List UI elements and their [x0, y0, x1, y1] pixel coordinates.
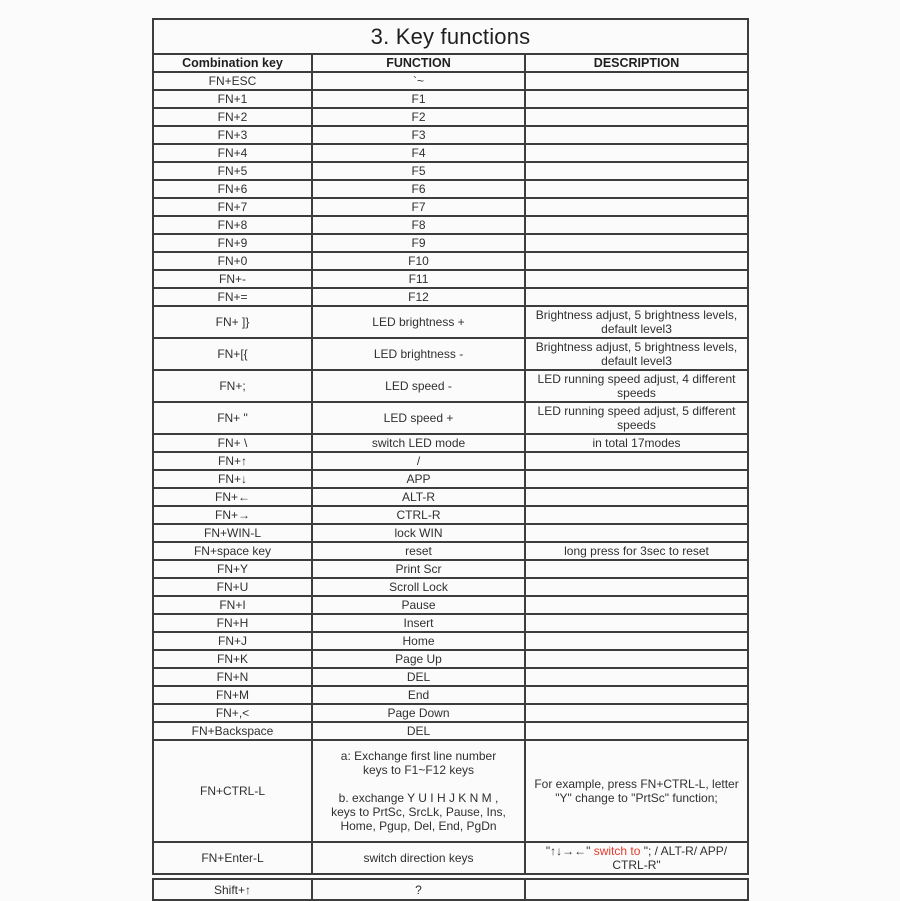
combination-key-cell: FN+Enter-L	[153, 842, 312, 874]
function-cell: F4	[312, 144, 525, 162]
function-cell: Home	[312, 632, 525, 650]
description-cell	[525, 488, 748, 506]
description-cell	[525, 126, 748, 144]
description-cell	[525, 452, 748, 470]
combination-key-cell: FN+U	[153, 578, 312, 596]
function-cell: Print Scr	[312, 560, 525, 578]
function-cell: F2	[312, 108, 525, 126]
combination-key-cell: FN+N	[153, 668, 312, 686]
function-cell: /	[312, 452, 525, 470]
function-cell: Scroll Lock	[312, 578, 525, 596]
combination-key-cell: FN+WIN-L	[153, 524, 312, 542]
description-cell: Brightness adjust, 5 brightness levels, default level3	[525, 338, 748, 370]
table-row	[153, 704, 748, 722]
description-cell: long press for 3sec to reset	[525, 542, 748, 560]
manual-page	[152, 18, 747, 901]
function-cell: a: Exchange first line number keys to F1~F12 keys b. exchange Y U I H J K N M , keys to PrtSc, SrcLk, Pause, Ins, Home, Pgup, Del, End, PgDn	[312, 740, 525, 842]
description-cell	[525, 722, 748, 740]
description-cell	[525, 650, 748, 668]
table-row	[153, 740, 748, 842]
combination-key-cell: FN+K	[153, 650, 312, 668]
combination-key-cell: FN+Y	[153, 560, 312, 578]
table-row	[153, 686, 748, 704]
combination-key-cell: FN+I	[153, 596, 312, 614]
description-cell	[525, 108, 748, 126]
description-cell	[525, 506, 748, 524]
combination-key-cell: FN+,<	[153, 704, 312, 722]
function-cell: F5	[312, 162, 525, 180]
key-functions-table	[152, 18, 749, 875]
description-cell	[525, 198, 748, 216]
table-row	[153, 596, 748, 614]
function-cell: F7	[312, 198, 525, 216]
combination-key-cell: FN+6	[153, 180, 312, 198]
table-row	[153, 879, 748, 900]
description-cell	[525, 686, 748, 704]
table-row	[153, 126, 748, 144]
table-row	[153, 560, 748, 578]
function-cell: switch direction keys	[312, 842, 525, 874]
combination-key-cell: FN+0	[153, 252, 312, 270]
column-header-function: FUNCTION	[312, 54, 525, 72]
table-row	[153, 668, 748, 686]
description-cell	[525, 879, 748, 900]
function-cell: switch LED mode	[312, 434, 525, 452]
description-cell	[525, 470, 748, 488]
description-cell	[525, 270, 748, 288]
function-cell: APP	[312, 470, 525, 488]
description-text: "; / ALT-R/ APP/ CTRL-R"	[612, 844, 728, 872]
description-cell	[525, 90, 748, 108]
description-cell	[525, 144, 748, 162]
description-cell	[525, 180, 748, 198]
combination-key-cell: FN+1	[153, 90, 312, 108]
combination-key-cell: FN+H	[153, 614, 312, 632]
table-row	[153, 650, 748, 668]
combination-key-cell: FN+4	[153, 144, 312, 162]
description-cell	[525, 668, 748, 686]
description-cell	[525, 578, 748, 596]
table-row	[153, 614, 748, 632]
table-row	[153, 252, 748, 270]
table-row	[153, 234, 748, 252]
table-row	[153, 180, 748, 198]
description-cell	[525, 560, 748, 578]
combination-key-cell: FN+Backspace	[153, 722, 312, 740]
description-cell: LED running speed adjust, 4 different speeds	[525, 370, 748, 402]
table-row	[153, 402, 748, 434]
table-row	[153, 144, 748, 162]
title-row	[153, 19, 748, 54]
function-cell: Page Down	[312, 704, 525, 722]
table-row	[153, 72, 748, 90]
table-row	[153, 722, 748, 740]
header-row	[153, 54, 748, 72]
red-highlight-text: switch to	[593, 844, 641, 858]
combination-key-cell: FN+[{	[153, 338, 312, 370]
function-cell: ALT-R	[312, 488, 525, 506]
function-cell: F11	[312, 270, 525, 288]
table-row	[153, 288, 748, 306]
table-row	[153, 578, 748, 596]
combination-key-cell: FN+↑	[153, 452, 312, 470]
table-row	[153, 506, 748, 524]
table-row	[153, 108, 748, 126]
footer-table-body	[153, 879, 748, 900]
function-cell: F10	[312, 252, 525, 270]
function-cell: ?	[312, 879, 525, 900]
combination-key-cell: FN+CTRL-L	[153, 740, 312, 842]
function-cell: F8	[312, 216, 525, 234]
combination-key-cell: FN+ "	[153, 402, 312, 434]
table-row	[153, 90, 748, 108]
function-cell: lock WIN	[312, 524, 525, 542]
description-text: "↑↓→←"	[545, 844, 594, 858]
combination-key-cell: FN+2	[153, 108, 312, 126]
description-cell	[525, 596, 748, 614]
description-cell	[525, 524, 748, 542]
function-cell: F9	[312, 234, 525, 252]
table-row	[153, 162, 748, 180]
function-cell: DEL	[312, 722, 525, 740]
function-cell: F3	[312, 126, 525, 144]
combination-key-cell: FN+-	[153, 270, 312, 288]
combination-key-cell: FN+5	[153, 162, 312, 180]
combination-key-cell: FN+←	[153, 488, 312, 506]
combination-key-cell: FN+ \	[153, 434, 312, 452]
function-cell: reset	[312, 542, 525, 560]
function-cell: F6	[312, 180, 525, 198]
function-cell: `~	[312, 72, 525, 90]
table-row	[153, 470, 748, 488]
function-cell: End	[312, 686, 525, 704]
combination-key-cell: FN+M	[153, 686, 312, 704]
description-cell	[525, 704, 748, 722]
table-row	[153, 216, 748, 234]
description-cell	[525, 842, 748, 874]
page-title: 3. Key functions	[153, 19, 748, 54]
description-cell: in total 17modes	[525, 434, 748, 452]
combination-key-cell: FN+8	[153, 216, 312, 234]
function-cell: LED speed -	[312, 370, 525, 402]
column-header-description: DESCRIPTION	[525, 54, 748, 72]
description-cell	[525, 632, 748, 650]
table-row	[153, 842, 748, 874]
description-cell	[525, 72, 748, 90]
description-cell	[525, 216, 748, 234]
description-cell	[525, 234, 748, 252]
function-cell: F12	[312, 288, 525, 306]
column-header-combination-key: Combination key	[153, 54, 312, 72]
combination-key-cell: FN+→	[153, 506, 312, 524]
combination-key-cell: FN+=	[153, 288, 312, 306]
combination-key-cell: FN+↓	[153, 470, 312, 488]
description-cell	[525, 288, 748, 306]
combination-key-cell: Shift+↑	[153, 879, 312, 900]
function-cell: Insert	[312, 614, 525, 632]
table-body	[153, 72, 748, 874]
table-row	[153, 306, 748, 338]
function-cell: DEL	[312, 668, 525, 686]
table-row	[153, 270, 748, 288]
function-cell: LED brightness -	[312, 338, 525, 370]
function-cell: Pause	[312, 596, 525, 614]
table-row	[153, 338, 748, 370]
shift-row-table	[152, 878, 749, 901]
combination-key-cell: FN+3	[153, 126, 312, 144]
combination-key-cell: FN+9	[153, 234, 312, 252]
description-cell: For example, press FN+CTRL-L, letter "Y" change to "PrtSc" function;	[525, 740, 748, 842]
table-row	[153, 524, 748, 542]
combination-key-cell: FN+;	[153, 370, 312, 402]
combination-key-cell: FN+ ]}	[153, 306, 312, 338]
function-cell: F1	[312, 90, 525, 108]
description-cell: LED running speed adjust, 5 different speeds	[525, 402, 748, 434]
description-cell: Brightness adjust, 5 brightness levels, default level3	[525, 306, 748, 338]
combination-key-cell: FN+7	[153, 198, 312, 216]
function-cell: LED brightness +	[312, 306, 525, 338]
description-cell	[525, 614, 748, 632]
description-cell	[525, 162, 748, 180]
function-cell: LED speed +	[312, 402, 525, 434]
combination-key-cell: FN+ESC	[153, 72, 312, 90]
table-row	[153, 452, 748, 470]
table-row	[153, 198, 748, 216]
table-row	[153, 370, 748, 402]
combination-key-cell: FN+J	[153, 632, 312, 650]
table-row	[153, 542, 748, 560]
table-row	[153, 632, 748, 650]
function-cell: CTRL-R	[312, 506, 525, 524]
function-cell: Page Up	[312, 650, 525, 668]
table-row	[153, 488, 748, 506]
table-row	[153, 434, 748, 452]
combination-key-cell: FN+space key	[153, 542, 312, 560]
description-cell	[525, 252, 748, 270]
